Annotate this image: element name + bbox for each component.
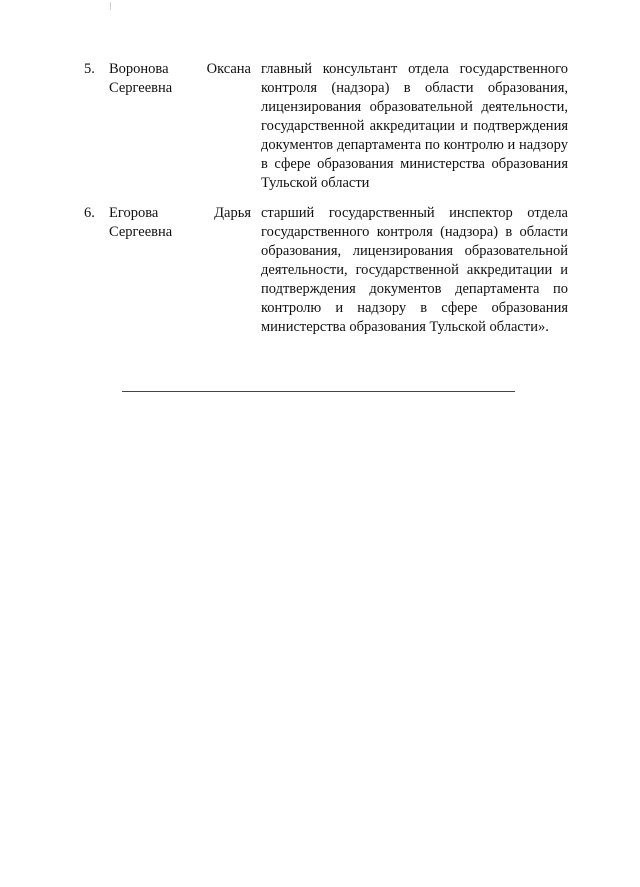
first-name: Дарья bbox=[214, 205, 251, 221]
person-name bbox=[109, 60, 251, 98]
patronymic: Сергеевна bbox=[109, 224, 173, 240]
person-name bbox=[109, 204, 251, 242]
position-description: старший государственный инспектор отдела государственного контроля (надзора) в области образования, лицензирования образовательной деятельности, государственной аккредитации и подтверждения документов департамента по контролю и надзору в сфере образования министерства образования Тульской области». bbox=[261, 205, 568, 335]
entry-number: 6. bbox=[84, 205, 95, 221]
scan-artifact bbox=[110, 2, 111, 10]
position-description: главный консультант отдела государственного контроля (надзора) в области образования, лицензирования образовательной деятельности, государственной аккредитации и подтверждения документов департамента по контролю и надзору в сфере образования министерства образования Тульской области bbox=[261, 61, 568, 191]
surname: Егорова bbox=[109, 205, 159, 221]
entry-number: 5. bbox=[84, 61, 95, 77]
surname: Воронова bbox=[109, 61, 169, 77]
first-name: Оксана bbox=[206, 61, 251, 77]
end-divider-line bbox=[122, 391, 515, 392]
patronymic: Сергеевна bbox=[109, 80, 173, 96]
